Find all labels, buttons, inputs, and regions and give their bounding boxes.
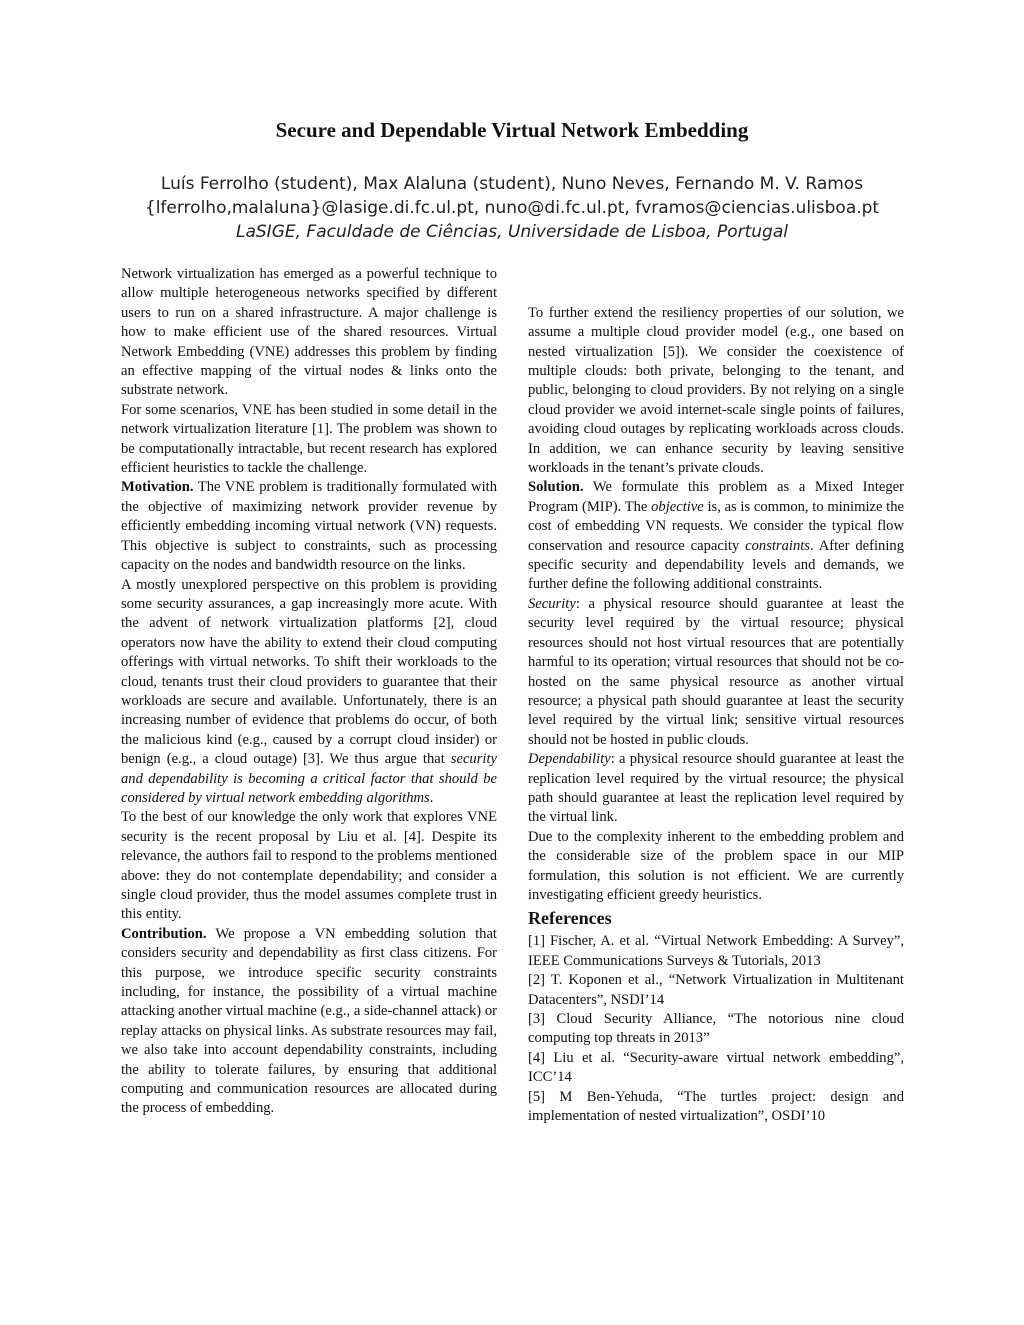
right-column [528,265,904,1126]
dependability-label: Dependability [528,751,611,768]
references-heading: References [528,908,612,929]
author-block [0,172,1024,244]
solution-text-2: is, as is common, to minimize the cost of embedding VN requests. We consider the typical flow conservation and resource capacity [528,498,904,554]
dependability-constraints-paragraph [528,750,904,828]
related-work-paragraph: To the best of our knowledge the only work that explores VNE security is the recent proposal by Liu et al. [4]. Despite its relevance, the authors fail to respond to the problems mentioned above: they do not contemplate dependability; and consider a single cloud provider, thus the model assumes complete trust in this entity. [121,809,497,923]
contribution-text: We propose a VN embedding solution that considers security and dependability as first class citizens. For this purpose, we introduce specific security constraints including, for instance, the possibility of a virtual machine attacking another virtual machine (e.g., a side-channel attack) or replay attacks on physical links. As substrate resources may fail, we also take into account dependability constraints, including the ability to tolerate failures, by ensuring that additional computing and communication resources are allocated during the process of embedding. [121,925,497,1117]
complexity-paragraph: Due to the complexity inherent to the embedding problem and the considerable size of the problem space in our MIP formulation, this solution is not efficient. We are currently investigating efficient greedy heuristics. [528,828,904,903]
column-continuation-spacer [528,265,904,304]
solution-text-1: We formulate this problem as a Mixed Integer Program (MIP). The [528,479,904,515]
solution-objective: objective [651,498,704,515]
solution-paragraph [528,478,904,594]
reference-item: [1] Fischer, A. et al. “Virtual Network Embedding: A Survey”, IEEE Communications Surveys & Tutorials, 2013 [528,933,904,969]
security-gap-emphasis: security and dependability is becoming a critical factor that should be considered by virtual network embedding algorithms [121,751,497,806]
background-paragraph: For some scenarios, VNE has been studied in some detail in the network virtualization literature [1]. The problem was shown to be computationally intractable, but recent research has explored efficient heuristics to tackle the challenge. [121,401,497,477]
paper-title: Secure and Dependable Virtual Network Embedding [275,118,749,142]
solution-constraints: constraints [745,537,810,554]
left-column [121,265,497,1119]
security-text: : a physical resource should guarantee at least the security level required by the virtual resource; physical resources should not host virtual resources that are potentially harmful to its operation; virtual resources that should not be co-hosted on the same physical resource as another virtual resource; a physical path should guarantee at least the security level required by the virtual link; sensitive virtual resources should not be hosted in public clouds. [528,595,904,748]
security-gap-paragraph [121,576,497,809]
reference-item: [3] Cloud Security Alliance, “The notorious nine cloud computing top threats in 2013” [528,1011,904,1047]
contribution-paragraph [121,925,497,1119]
solution-text-3: . After defining specific security and dependability levels and demands, we further define the following additional constraints. [528,537,904,593]
reference-item: [4] Liu et al. “Security-aware virtual network embedding”, ICC’14 [528,1049,904,1086]
reference-item: [2] T. Koponen et al., “Network Virtualization in Multitenant Datacenters”, NSDI’14 [528,972,904,1008]
solution-label: Solution. [528,479,584,496]
motivation-label: Motivation. [121,479,194,496]
author-affiliation: LaSIGE, Faculdade de Ciências, Universidade de Lisboa, Portugal [236,222,788,242]
author-names: Luís Ferrolho (student), Max Alaluna (student), Nuno Neves, Fernando M. V. Ramos [160,174,864,194]
security-gap-text: A mostly unexplored perspective on this problem is providing some security assurances, a gap increasingly more acute. With the advent of network virtualization platforms [2], cloud operators now have the ability to extend their cloud computing offerings with virtual networks. To shift their workloads to the cloud, tenants trust their cloud providers to guarantee that their workloads are secure and available. Unfortunately, there is an increasing number of evidence that problems do occur, of both the malicious kind (e.g., caused by a corrupt cloud insider) or benign (e.g., a cloud outage) [3]. We thus argue that [121,576,497,768]
resiliency-paragraph: To further extend the resiliency properties of our solution, we assume a multiple cloud provider model (e.g., one based on nested virtualization [5]). We consider the coexistence of multiple clouds: both private, belonging to the tenant, and public, belonging to cloud providers. By not relying on a single cloud provider we avoid internet-scale single points of failures, avoiding cloud outages by replicating workloads across clouds. In addition, we can enhance security by leaving sensitive workloads in the tenant’s private clouds. [528,304,904,477]
security-gap-end: . [429,789,434,806]
intro-paragraph: Network virtualization has emerged as a powerful technique to allow multiple heterogeneous networks specified by different users to run on a shared infrastructure. A major challenge is how to make efficient use of the shared resources. Virtual Network Embedding (VNE) addresses this problem by finding an effective mapping of the virtual nodes & links onto the substrate network. [121,266,497,399]
security-constraints-paragraph [528,595,904,750]
dependability-text: : a physical resource should guarantee at least the replication level required by the virtual resource; the physical path should guarantee at least the replication level required by the virtual link. [528,751,904,826]
motivation-text: The VNE problem is traditionally formulated with the objective of maximizing network provider revenue by efficiently embedding incoming virtual network (VN) requests. This objective is subject to constraints, such as processing capacity on the nodes and bandwidth resource on the links. [121,479,497,574]
motivation-paragraph [121,478,497,575]
author-emails: {lferrolho,malaluna}@lasige.di.fc.ul.pt, nuno@di.fc.ul.pt, fvramos@ciencias.ulisboa.pt [144,198,880,218]
security-label: Security [528,595,576,612]
contribution-label: Contribution. [121,925,207,942]
reference-item: [5] M Ben-Yehuda, “The turtles project: design and implementation of nested virtualization”, OSDI’10 [528,1088,904,1125]
